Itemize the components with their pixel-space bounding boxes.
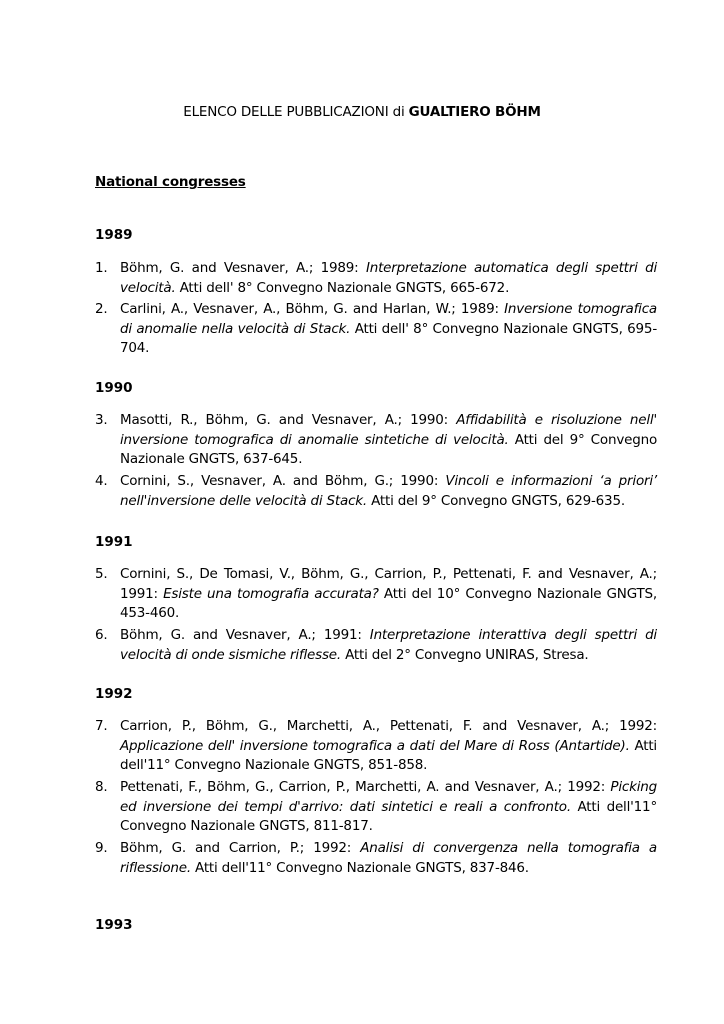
entry-authors: Böhm, G. and Carrion, P.; 1992: (120, 840, 361, 856)
entry-title: Applicazione dell' inversione tomografica a dati del Mare di Ross (Antartide). (120, 737, 630, 754)
entry-number: 4. (95, 473, 108, 489)
entry-venue: Atti del 9° Convegno Nazionale GNGTS, 637-645. (120, 431, 658, 467)
entry-authors: Cornini, S., Vesnaver, A. and Böhm, G.; 1990: (120, 473, 446, 489)
publication-entry (95, 411, 657, 470)
entry-authors: Cornini, S., De Tomasi, V., Böhm, G., Carrion, P., Pettenati, F. and Vesnaver, A.; 1991: (120, 566, 657, 602)
entry-authors: Carrion, P., Böhm, G., Marchetti, A., Pettenati, F. and Vesnaver, A.; 1992: (120, 718, 657, 734)
entry-venue: Atti dell'11° Convegno Nazionale GNGTS, 811-817. (120, 798, 657, 834)
page-title (0, 104, 724, 120)
author-name: GUALTIERO BÖHM (408, 104, 541, 120)
year-heading-1989: 1989 (95, 227, 133, 243)
year-heading-1993: 1993 (95, 917, 133, 933)
entry-number: 6. (95, 627, 108, 643)
year-heading-1990: 1990 (95, 380, 133, 396)
publication-entry (95, 472, 657, 511)
entry-title: Analisi di convergenza nella tomografia a riflessione. (120, 840, 657, 876)
entry-authors: Pettenati, F., Böhm, G., Carrion, P., Marchetti, A. and Vesnaver, A.; 1992: (120, 779, 611, 795)
entry-number: 3. (95, 412, 108, 428)
section-heading: National congresses (95, 174, 246, 190)
entry-number: 1. (95, 260, 108, 276)
publication-entry (95, 259, 657, 298)
title-prefix: ELENCO DELLE PUBBLICAZIONI di (183, 104, 409, 120)
entry-number: 7. (95, 718, 108, 734)
entry-authors: Carlini, A., Vesnaver, A., Böhm, G. and Harlan, W.; 1989: (120, 301, 505, 317)
entry-venue: Atti dell'11° Convegno Nazionale GNGTS, 851-858. (120, 737, 657, 773)
entry-venue: Atti dell' 8° Convegno Nazionale GNGTS, 665-672. (175, 279, 510, 296)
publication-entry (95, 839, 657, 878)
entry-authors: Böhm, G. and Vesnaver, A.; 1989: (120, 260, 366, 276)
entry-number: 9. (95, 840, 108, 856)
publication-entry (95, 717, 657, 776)
entry-authors: Böhm, G. and Vesnaver, A.; 1991: (120, 627, 370, 643)
publication-entry (95, 300, 657, 359)
year-heading-1992: 1992 (95, 686, 133, 702)
entry-authors: Masotti, R., Böhm, G. and Vesnaver, A.; 1990: (120, 412, 457, 428)
entry-title: Interpretazione automatica degli spettri di velocità. (120, 260, 657, 296)
entry-title: Inversione tomografica di anomalie nella velocità di Stack. (120, 301, 657, 337)
entry-title: Vincoli e informazioni ‘a priori’ nell'inversione delle velocità di Stack. (120, 473, 657, 509)
entry-title: Esiste una tomografia accurata? (163, 585, 379, 602)
publication-entry (95, 626, 657, 665)
entry-title: Picking ed inversione dei tempi d'arrivo: dati sintetici e reali a confronto. (120, 779, 657, 815)
entry-title: Interpretazione interattiva degli spettri di velocità di onde sismiche riflesse. (120, 627, 657, 663)
entry-number: 2. (95, 301, 108, 317)
entry-title: Affidabilità e risoluzione nell' inversione tomografica di anomalie sintetiche di velocità. (120, 412, 657, 448)
entry-venue: Atti del 2° Convegno UNIRAS, Stresa. (341, 646, 589, 663)
publication-entry (95, 565, 657, 624)
entry-venue: Atti del 10° Convegno Nazionale GNGTS, 453-460. (120, 585, 657, 621)
entry-number: 8. (95, 779, 108, 795)
year-heading-1991: 1991 (95, 534, 133, 550)
entry-venue: Atti dell'11° Convegno Nazionale GNGTS, 837-846. (190, 859, 529, 876)
publication-entry (95, 778, 657, 837)
entry-number: 5. (95, 566, 108, 582)
entry-venue: Atti dell' 8° Convegno Nazionale GNGTS, 695-704. (120, 320, 657, 356)
entry-venue: Atti del 9° Convegno GNGTS, 629-635. (367, 492, 625, 509)
